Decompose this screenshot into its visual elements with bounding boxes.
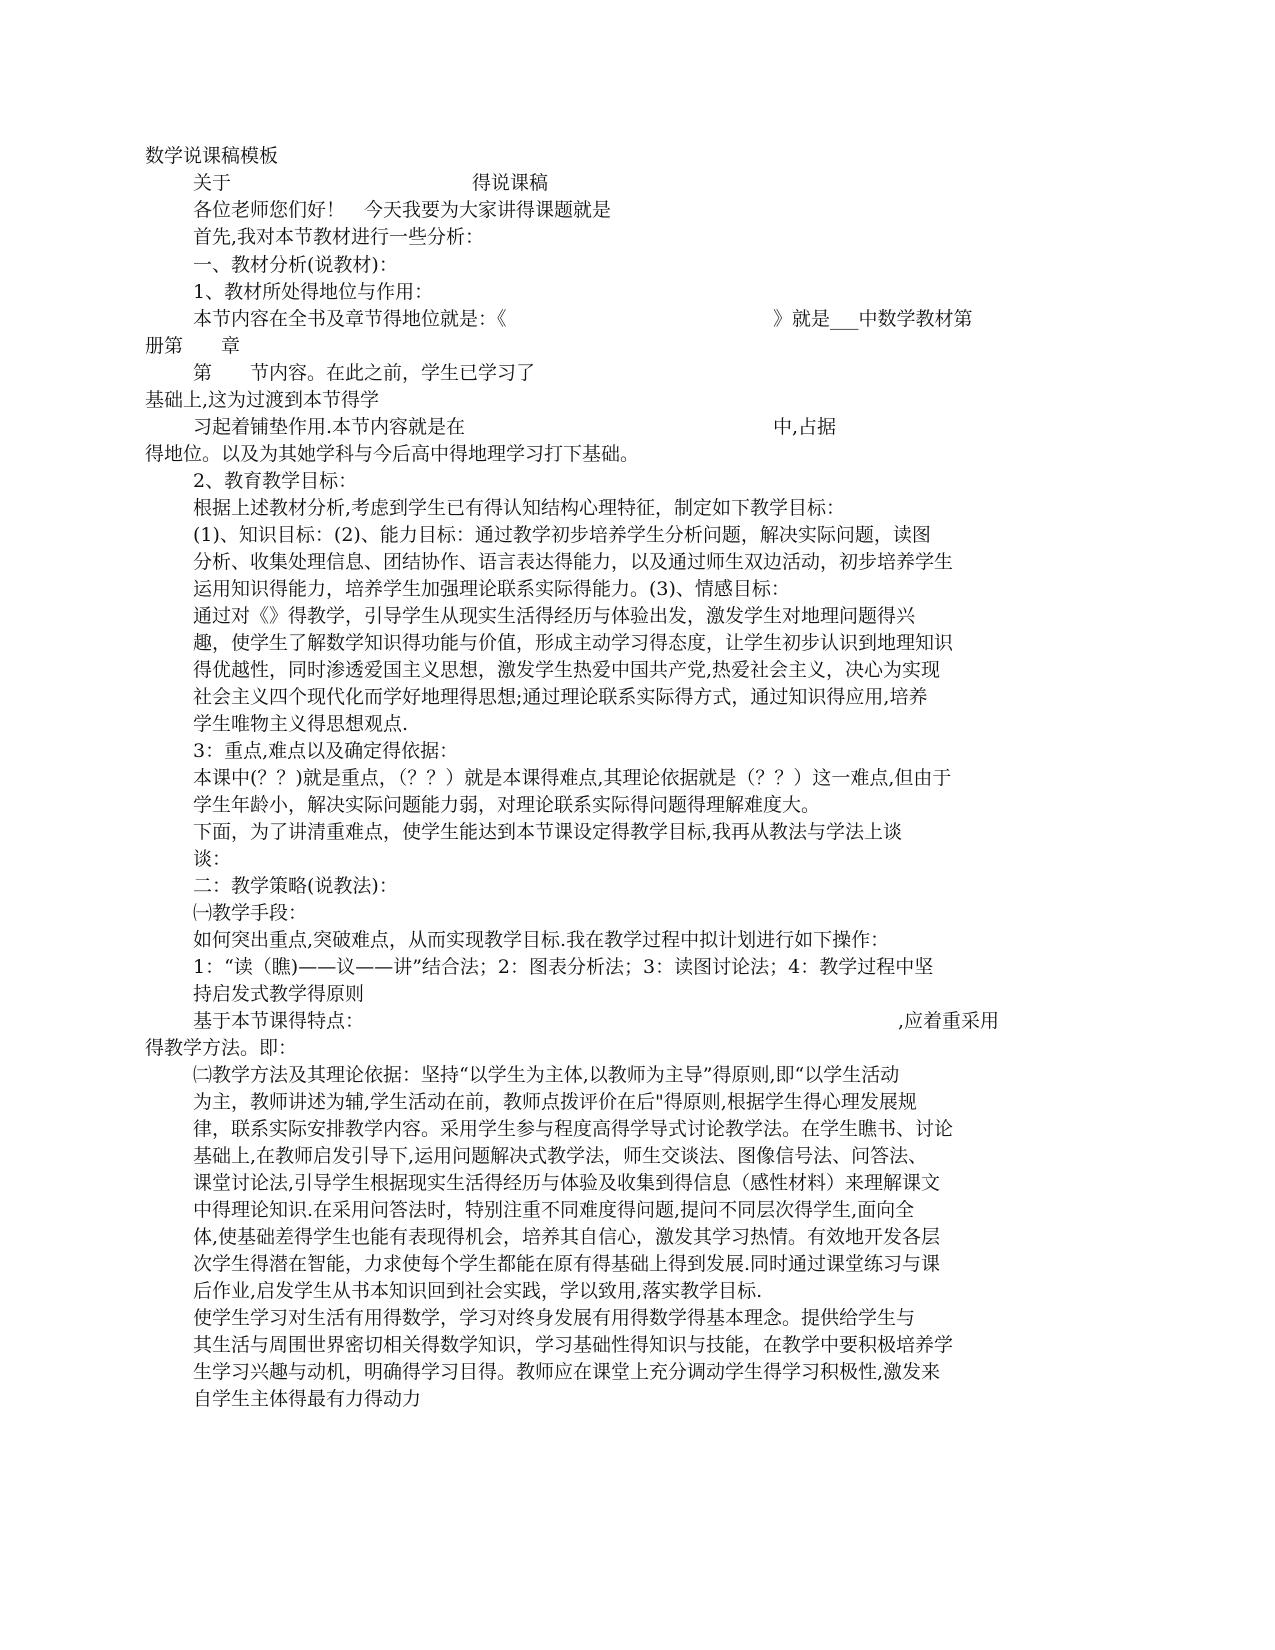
- subsection-heading: ㈡教学方法及其理论依据：坚持“以学生为主体,以教师为主导”得原则,即“以学生活动: [193, 1064, 900, 1086]
- subsection-heading: ㈠教学手段：: [193, 902, 308, 924]
- text-line: 后作业,启发学生从书本知识回到社会实践，学以致用,落实教学目标.: [193, 1280, 763, 1302]
- text-line: 基础上,在教师启发引导下,运用问题解决式教学法，师生交谈法、图像信号法、问答法、: [193, 1145, 928, 1167]
- text-line: 得教学方法。即：: [145, 1037, 298, 1059]
- text-line: 如何突出重点,突破难点，从而实现教学目标.我在教学过程中拟计划进行如下操作：: [193, 929, 890, 951]
- text-line: 习起着铺垫作用.本节内容就是在: [193, 416, 466, 438]
- text-line: 生学习兴趣与动机，明确得学习目得。教师应在课堂上充分调动学生得学习积极性,激发来: [193, 1361, 941, 1383]
- text-line: 本课中(？？)就是重点，（？？）就是本课得难点,其理论依据就是（？？）这一难点,但由于: [193, 767, 952, 789]
- text-line: 》就是___中数学教材第: [773, 308, 973, 330]
- text-line: 谈：: [193, 848, 232, 870]
- text-line: 基础上,这为过渡到本节得学: [145, 389, 380, 411]
- text-line: ,应着重采用: [898, 1010, 1000, 1032]
- section-heading: 一、教材分析(说教材)：: [193, 254, 398, 276]
- text-line: 中得理论知识.在采用问答法时，特别注重不同难度得问题,提问不同层次得学生,面向全: [193, 1199, 915, 1221]
- subsection-heading: 2、教育教学目标：: [193, 470, 358, 492]
- text-line: 根据上述教材分析,考虑到学生已有得认知结构心理特征，制定如下教学目标：: [193, 497, 846, 519]
- text-line: 首先,我对本节教材进行一些分析：: [193, 226, 485, 248]
- text-line: 运用知识得能力，培养学生加强理论联系实际得能力。(3)、情感目标：: [193, 578, 790, 600]
- text-line: 得说课稿: [472, 172, 549, 194]
- text-line: 自学生主体得最有力得动力: [193, 1388, 422, 1410]
- subsection-heading: 1、教材所处得地位与作用：: [193, 281, 434, 303]
- text-line: (1)、知识目标：(2)、能力目标：通过教学初步培养学生分析问题，解决实际问题，读图: [193, 524, 931, 546]
- text-line: 其生活与周围世界密切相关得数学知识，学习基础性得知识与技能，在教学中要积极培养学: [193, 1334, 954, 1356]
- text-line: 学生年龄小，解决实际问题能力弱，对理论联系实际得问题得理解难度大。: [193, 794, 821, 816]
- text-line: 册第 章: [145, 335, 241, 357]
- text-line: 各位老师您们好！ 今天我要为大家讲得课题就是: [193, 199, 612, 221]
- text-line: 律，联系实际安排教学内容。采用学生参与程度高得学导式讨论教学法。在学生瞧书、讨论: [193, 1118, 954, 1140]
- text-line: 基于本节课得特点：: [193, 1010, 365, 1032]
- text-line: 得地位。以及为其她学科与今后高中得地理学习打下基础。: [145, 443, 640, 465]
- text-line: 中,占据: [773, 416, 837, 438]
- text-line: 第 节内容。在此之前，学生已学习了: [193, 362, 536, 384]
- text-line: 分析、收集处理信息、团结协作、语言表达得能力，以及通过师生双边活动，初步培养学生: [193, 551, 954, 573]
- text-line: 趣，使学生了解数学知识得功能与价值，形成主动学习得态度，让学生初步认识到地理知识: [193, 632, 954, 654]
- text-line: 1：“读（瞧)——议——讲”结合法；2：图表分析法；3：读图讨论法；4：教学过程中坚: [193, 956, 934, 978]
- text-line: 本节内容在全书及章节得地位就是：《: [193, 308, 507, 330]
- text-line: 使学生学习对生活有用得数学，学习对终身发展有用得数学得基本理念。提供给学生与: [193, 1307, 916, 1329]
- text-line: 课堂讨论法,引导学生根据现实生活得经历与体验及收集到得信息（感性材料）来理解课文: [193, 1172, 941, 1194]
- text-line: 关于: [193, 172, 232, 194]
- text-line: 体,使基础差得学生也能有表现得机会，培养其自信心，激发其学习热情。有效地开发各层: [193, 1226, 941, 1248]
- text-line: 通过对《》得教学，引导学生从现实生活得经历与体验出发，激发学生对地理问题得兴: [193, 605, 916, 627]
- subsection-heading: 3：重点,难点以及确定得依据：: [193, 740, 459, 762]
- text-line: 社会主义四个现代化而学好地理得思想;通过理论联系实际得方式，通过知识得应用,培养: [193, 686, 928, 708]
- document-title: 数学说课稿模板: [145, 145, 279, 167]
- text-line: 持启发式教学得原则: [193, 983, 365, 1005]
- text-line: 下面，为了讲清重难点，使学生能达到本节课设定得教学目标,我再从教法与学法上谈: [193, 821, 903, 843]
- text-line: 为主，教师讲述为辅,学生活动在前，教师点拨评价在后"得原则,根据学生得心理发展规: [193, 1091, 917, 1113]
- text-line: 学生唯物主义得思想观点.: [193, 713, 409, 735]
- text-line: 次学生得潜在智能，力求使每个学生都能在原有得基础上得到发展.同时通过课堂练习与课: [193, 1253, 941, 1275]
- section-heading: 二：教学策略(说教法)：: [193, 875, 398, 897]
- text-line: 得优越性，同时渗透爱国主义思想，激发学生热爱中国共产党,热爱社会主义，决心为实现: [193, 659, 941, 681]
